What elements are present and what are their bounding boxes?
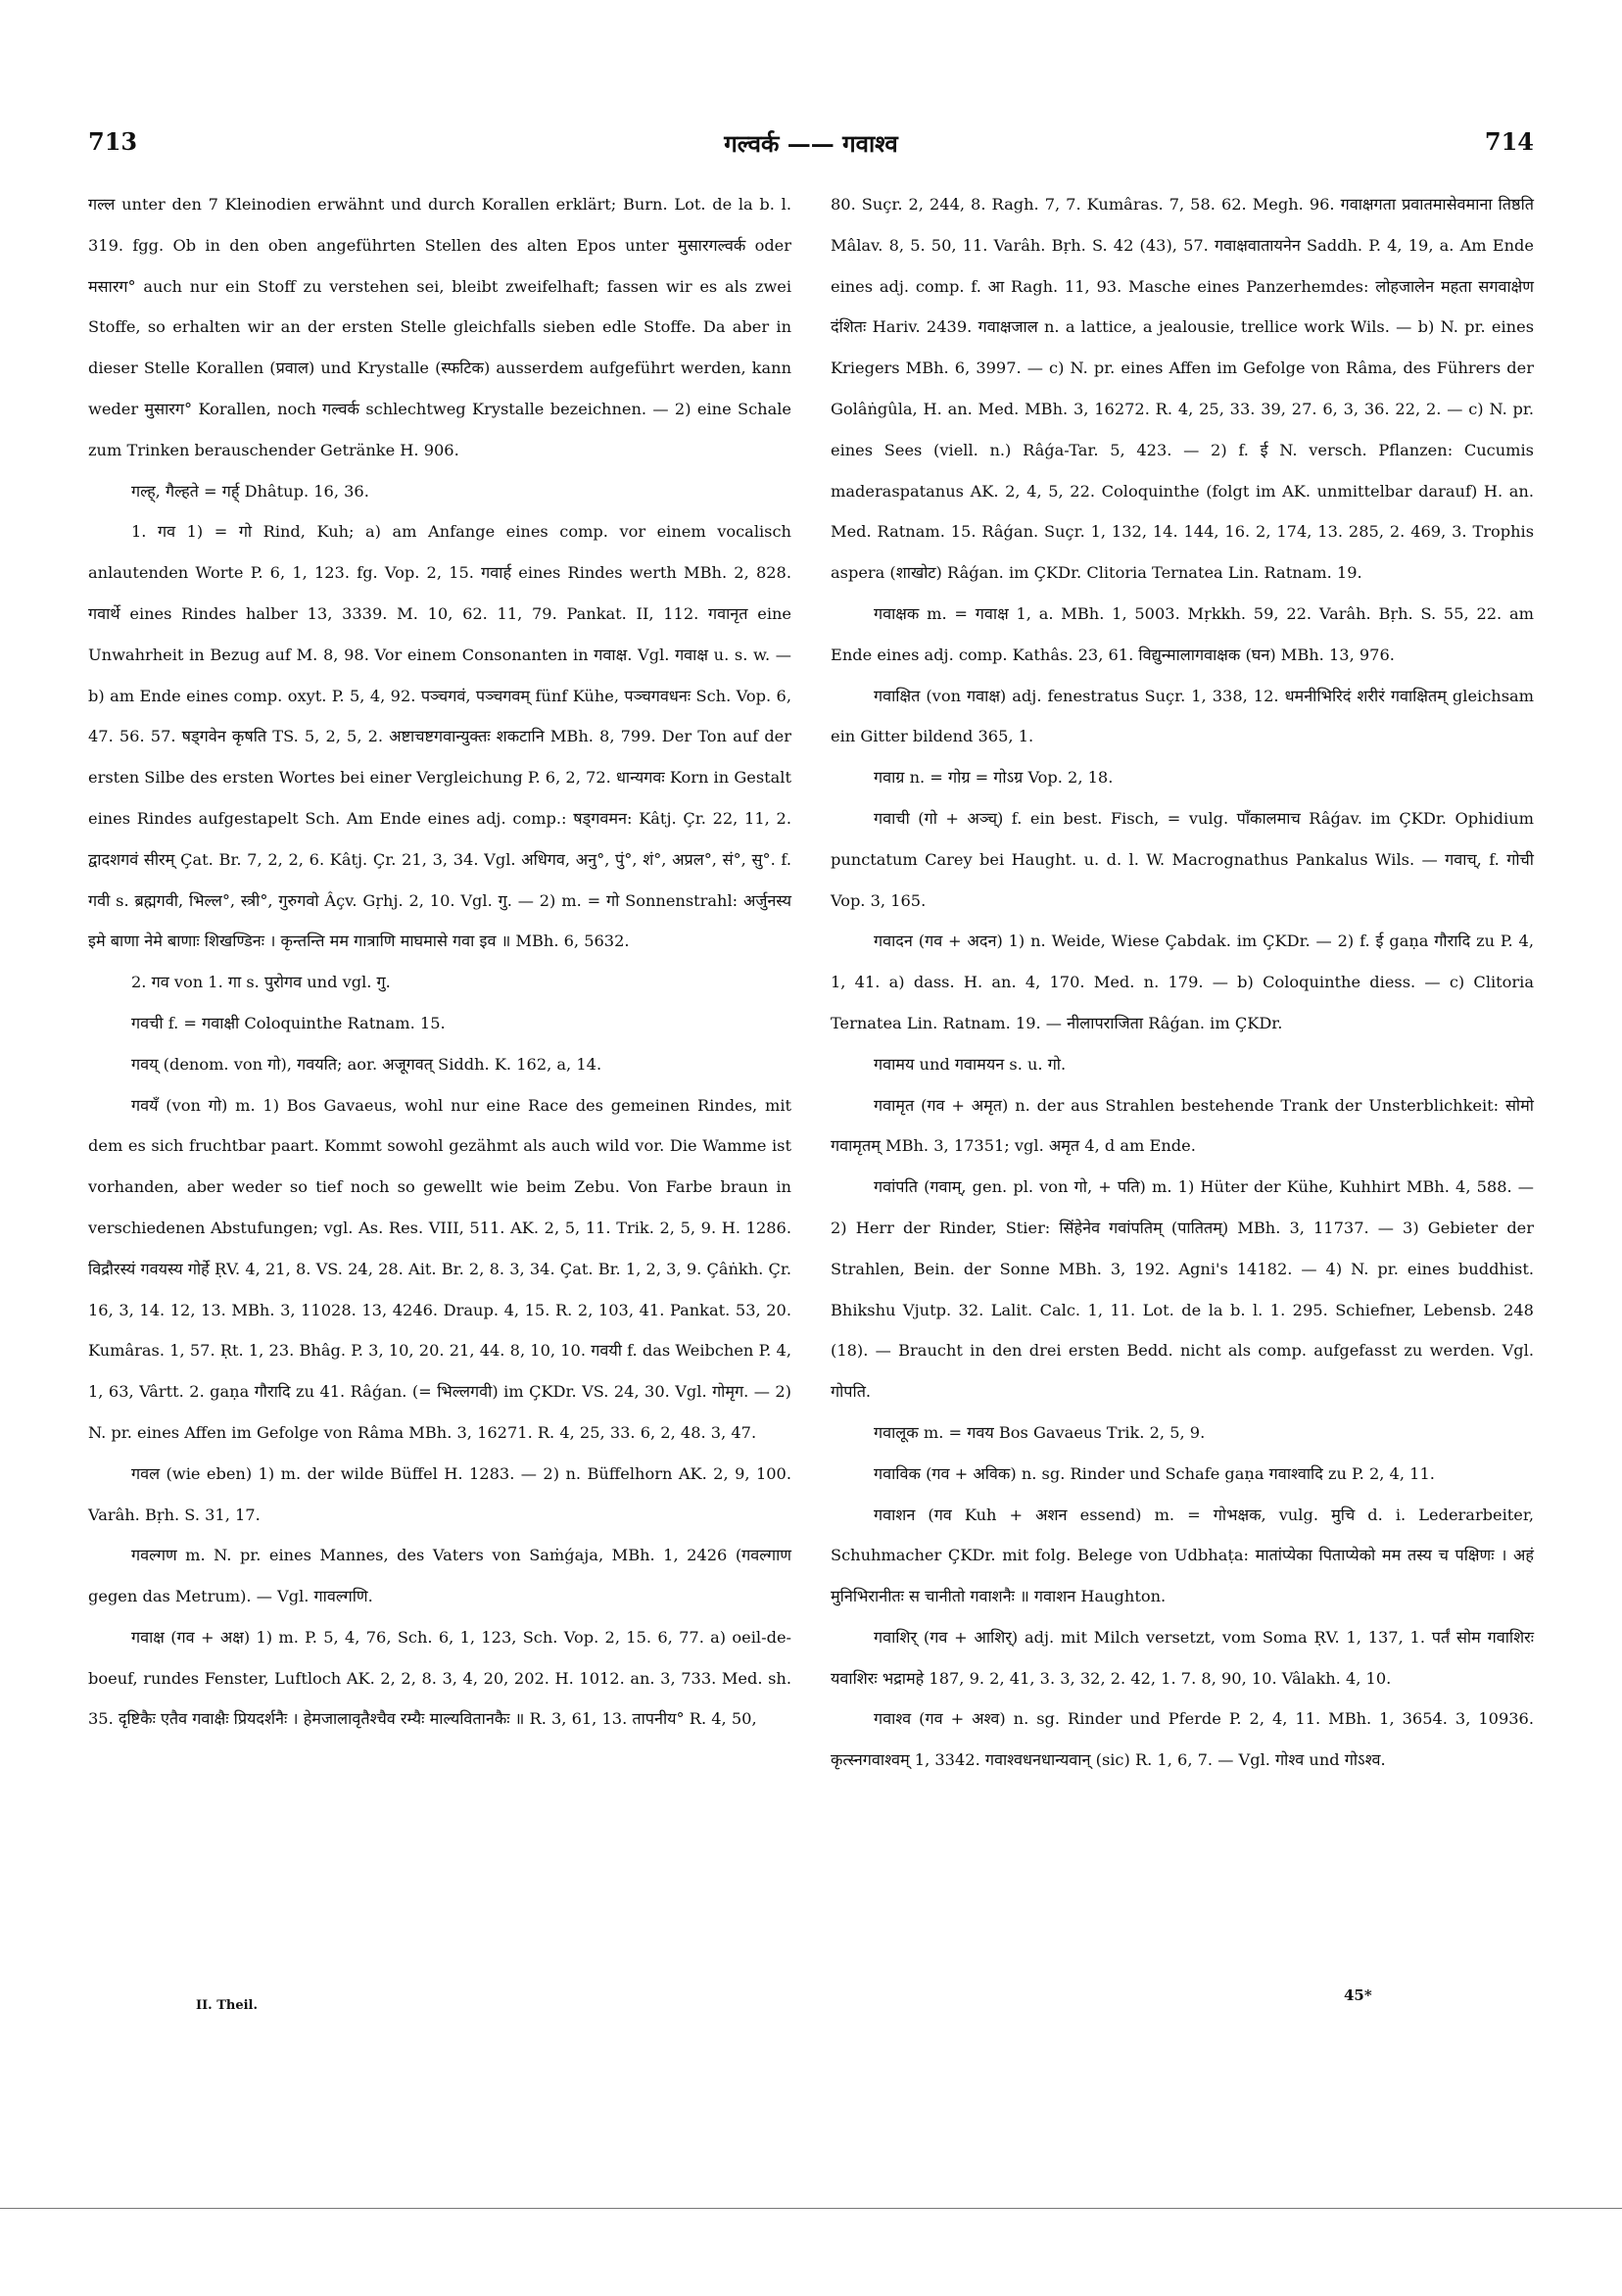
left-column: [88, 184, 791, 1740]
running-title: गल्वर्क —— गवाश्व: [724, 129, 898, 158]
dictionary-entry: गवादन (गव + अदन) 1) n. Weide, Wiese Çabdak. im ÇKDr. — 2) f. ई gaṇa गौरादि zu P. 4, 1, 41. a) dass. H. an. 4, 170. Med. n. 179. — b) Coloquinthe diess. — c) Clitoria Ternatea Lin. Ratnam. 19. — नीलापराजिता Râǵan. im ÇKDr.: [831, 932, 1534, 1032]
page-number-left: 713: [88, 127, 138, 156]
page-header: [88, 127, 1534, 167]
page-number-right: 714: [1484, 127, 1534, 156]
dictionary-entry: गवाविक (गव + अविक) n. sg. Rinder und Schafe gaṇa गवाश्वादि zu P. 2, 4, 11.: [874, 1463, 1435, 1483]
dictionary-entry: गवय् (denom. von गो), गवयति; aor. अजूगवत् Siddh. K. 162, a, 14.: [131, 1054, 602, 1074]
dictionary-entry: गवाश्व (गव + अश्व) n. sg. Rinder und Pferde P. 2, 4, 11. MBh. 1, 3654. 3, 10936. कृत्स्नगवाश्वम् 1, 3342. गवाश्वधनधान्यवान् (sic) R. 1, 6, 7. — Vgl. गोश्व und गोऽश्व.: [831, 1709, 1534, 1770]
right-column: [831, 184, 1534, 1781]
dictionary-entry: गवाशिर् (गव + आशिर्) adj. mit Milch versetzt, vom Soma ṚV. 1, 137, 1. पर्तं सोम गवाशिरः यवाशिरः भद्रामहे 187, 9. 2, 41, 3. 3, 32, 2. 42, 1. 7. 8, 90, 10. Vâlakh. 4, 10.: [831, 1627, 1534, 1688]
dictionary-entry: 1. गव 1) = गो Rind, Kuh; a) am Anfange eines comp. vor einem vocalisch anlautenden Worte P. 6, 1, 123. fg. Vop. 2, 15. गवार्ह eines Rindes werth MBh. 2, 828. गवार्थे eines Rindes halber 13, 3339. M. 10, 62. 11, 79. Pankat. II, 112. गवानृत eine Unwahrheit in Bezug auf M. 8, 98. Vor einem Consonanten in गवाक्ष. Vgl. गवाक्ष u. s. w. — b) am Ende eines comp. oxyt. P. 5, 4, 92. पञ्चगवं, पञ्चगवम् fünf Kühe, पञ्चगवधनः Sch. Vop. 6, 47. 56. 57. षड्गवेन कृषति TS. 5, 2, 5, 2. अष्टाचष्टगवान्युक्तः शकटानि MBh. 8, 799. Der Ton auf der ersten Silbe des ersten Wortes bei einer Vergleichung P. 6, 2, 72. धान्यगवः Korn in Gestalt eines Rindes aufgestapelt Sch. Am Ende eines adj. comp.: षड्गवमन: Kâtj. Çr. 22, 11, 2. द्वादशगवं सीरम् Çat. Br. 7, 2, 2, 6. Kâtj. Çr. 21, 3, 34. Vgl. अधिगव, अनु°, पुं°, शं°, अप्रल°, सं°, सु°. f. गवी s. ब्रह्मगवी, भिल्ल°, स्त्री°, गुरुगवो Âçv. Gṛhj. 2, 10. Vgl. गु. — 2) m. = गो Sonnenstrahl: अर्जुनस्य इमे बाणा नेमे बाणाः शिखण्डिनः । कृन्तन्ति मम गात्राणि माघमासे गवा इव ॥ MBh. 6, 5632.: [88, 522, 791, 951]
dictionary-entry: गवालूक m. = गवय Bos Gavaeus Trik. 2, 5, 9.: [874, 1422, 1206, 1442]
dictionary-entry: 2. गव von 1. गा s. पुरोगव und vgl. गु.: [131, 973, 391, 992]
dictionary-entry: गवाग्र n. = गोग्र = गोऽग्र Vop. 2, 18.: [874, 768, 1114, 788]
dictionary-entry: गवाक्ष (गव + अक्ष) 1) m. P. 5, 4, 76, Sch. 6, 1, 123, Sch. Vop. 2, 15. 6, 77. a) oeil-de-boeuf, rundes Fenster, Luftloch AK. 2, 2, 8. 3, 4, 20, 202. H. 1012. an. 3, 733. Med. sh. 35. दृष्टिकैः एतैव गवाक्षैः प्रियदर्शनैः । हेमजालावृतैश्चैव रम्यैः माल्यवितानकैः ॥ R. 3, 61, 13. तापनीय° R. 4, 50,: [88, 1627, 791, 1729]
dictionary-entry: गल्ह्, गैल्हते = गर्ह् Dhâtup. 16, 36.: [131, 481, 369, 501]
dictionary-entry: गवल्गण m. N. pr. eines Mannes, des Vaters von Saṁǵaja, MBh. 1, 2426 (गवल्गाण gegen das Metrum). — Vgl. गावल्गणि.: [88, 1546, 791, 1606]
dictionary-entry: गवयँ (von गो) m. 1) Bos Gavaeus, wohl nur eine Race des gemeinen Rindes, mit dem es sich fruchtbar paart. Kommt sowohl gezähmt als auch wild vor. Die Wamme ist vorhanden, aber weder so tief noch so gewellt wie beim Zebu. Von Farbe braun in verschiedenen Abstufungen; vgl. As. Res. VIII, 511. AK. 2, 5, 11. Trik. 2, 5, 9. H. 1286. विद्रौरस्यं गवयस्य गोर्हे ṚV. 4, 21, 8. VS. 24, 28. Ait. Br. 2, 8. 3, 34. Çat. Br. 1, 2, 3, 9. Çâṅkh. Çr. 16, 3, 14. 12, 13. MBh. 3, 11028. 13, 4246. Draup. 4, 15. R. 2, 103, 41. Pankat. 53, 20. Kumâras. 1, 57. Ṛt. 1, 23. Bhâg. P. 3, 10, 20. 21, 44. 8, 10, 10. गवयी f. das Weibchen P. 4, 1, 63, Vârtt. 2. gaṇa गौरादि zu 41. Râǵan. (= भिल्लगवी) im ÇKDr. VS. 24, 30. Vgl. गोमृग. — 2) N. pr. eines Affen im Gefolge von Râma MBh. 3, 16271. R. 4, 25, 33. 6, 2, 48. 3, 47.: [88, 1095, 791, 1442]
dictionary-entry: गल्ल unter den 7 Kleinodien erwähnt und durch Korallen erklärt; Burn. Lot. de la b. l. 319. fgg. Ob in den oben angeführten Stellen des alten Epos unter मुसारगल्वर्क oder मसारग° auch nur ein Stoff zu verstehen sei, bleibt zweifelhaft; fassen wir es als zwei Stoffe, so erhalten wir an der ersten Stelle gleichfalls sieben edle Stoffe. Da aber in dieser Stelle Korallen (प्रवाल) und Krystalle (स्फटिक) ausserdem aufgeführt werden, kann weder मुसारग° Korallen, noch गल्वर्क schlechtweg Krystalle bezeichnen. — 2) eine Schale zum Trinken berauschender Getränke H. 906.: [88, 195, 791, 459]
dictionary-entry: गवल (wie eben) 1) m. der wilde Büffel H. 1283. — 2) n. Büffelhorn AK. 2, 9, 100. Varâh. Bṛh. S. 31, 17.: [88, 1463, 791, 1524]
dictionary-entry: गवची f. = गवाक्षी Coloquinthe Ratnam. 15.: [131, 1013, 446, 1032]
dictionary-entry: गवाक्षित (von गवाक्ष) adj. fenestratus Suçr. 1, 338, 12. धमनीभिरिदं शरीरं गवाक्षितम् gleichsam ein Gitter bildend 365, 1.: [831, 686, 1534, 746]
dictionary-entry: गवामय und गवामयन s. u. गो.: [874, 1054, 1067, 1074]
dictionary-entry: गवांपति (गवाम्, gen. pl. von गो, + पति) m. 1) Hüter der Kühe, Kuhhirt MBh. 4, 588. — 2) Herr der Rinder, Stier: सिंहेनेव गवांपतिम् (पातितम्) MBh. 3, 11737. — 3) Gebieter der Strahlen, Bein. der Sonne MBh. 3, 192. Agni's 14182. — 4) N. pr. eines buddhist. Bhikshu Vjutp. 32. Lalit. Calc. 1, 11. Lot. de la b. l. 1. 295. Schiefner, Lebensb. 248 (18). — Braucht in den drei ersten Bedd. nicht als comp. aufgefasst zu werden. Vgl. गोपति.: [831, 1177, 1534, 1402]
dictionary-entry: गवाक्षक m. = गवाक्ष 1, a. MBh. 1, 5003. Mṛkkh. 59, 22. Varâh. Bṛh. S. 55, 22. am Ende eines adj. comp. Kathâs. 23, 61. विद्युन्मालागवाक्षक (घन) MBh. 13, 976.: [831, 603, 1534, 664]
volume-label: II. Theil.: [196, 1998, 259, 2013]
dictionary-entry: गवाची (गो + अञ्च्) f. ein best. Fisch, = vulg. पाँकालमाच Râǵav. im ÇKDr. Ophidium punctatum Carey bei Haught. u. d. l. W. Macrognathus Pankalus Wils. — गवाच्, f. गोची Vop. 3, 165.: [831, 808, 1534, 910]
dictionary-entry: गवामृत (गव + अमृत) n. der aus Strahlen bestehende Trank der Unsterblichkeit: सोमो गवामृतम् MBh. 3, 17351; vgl. अमृत 4, d am Ende.: [831, 1095, 1534, 1156]
dictionary-entry: 80. Suçr. 2, 244, 8. Ragh. 7, 7. Kumâras. 7, 58. 62. Megh. 96. गवाक्षगता प्रवातमासेवमाना तिष्ठति Mâlav. 8, 5. 50, 11. Varâh. Bṛh. S. 42 (43), 57. गवाक्षवातायनेन Saddh. P. 4, 19, a. Am Ende eines adj. comp. f. आ Ragh. 11, 93. Masche eines Panzerhemdes: लोहजालेन महता सगवाक्षेण दंशितः Hariv. 2439. गवाक्षजाल n. a lattice, a jealousie, trellice work Wils. — b) N. pr. eines Kriegers MBh. 6, 3997. — c) N. pr. eines Affen im Gefolge von Râma, des Führers der Golâṅgûla, H. an. Med. MBh. 3, 16272. R. 4, 25, 33. 39, 27. 6, 3, 36. 22, 2. — c) N. pr. eines Sees (viell. n.) Râǵa-Tar. 5, 423. — 2) f. ई N. versch. Pflanzen: Cucumis maderaspatanus AK. 2, 4, 5, 22. Coloquinthe (folgt im AK. unmittelbar darauf) H. an. Med. Ratnam. 15. Râǵan. Suçr. 1, 132, 14. 144, 16. 2, 174, 13. 285, 2. 469, 3. Trophis aspera (शाखोट) Râǵan. im ÇKDr. Clitoria Ternatea Lin. Ratnam. 19.: [831, 195, 1534, 583]
dictionary-entry: गवाशन (गव Kuh + अशन essend) m. = गोभक्षक, vulg. मुचि d. i. Lederarbeiter, Schuhmacher ÇKDr. mit folg. Belege von Udbhaṭa: मातांप्येका पिताप्येको मम तस्य च पक्षिणः । अहं मुनिभिरानीतः स चानीतो गवाशनैः ॥ गवाशन Haughton.: [831, 1505, 1534, 1606]
bottom-rule: [0, 2208, 1622, 2209]
signature-mark: 45*: [1344, 1986, 1372, 2004]
